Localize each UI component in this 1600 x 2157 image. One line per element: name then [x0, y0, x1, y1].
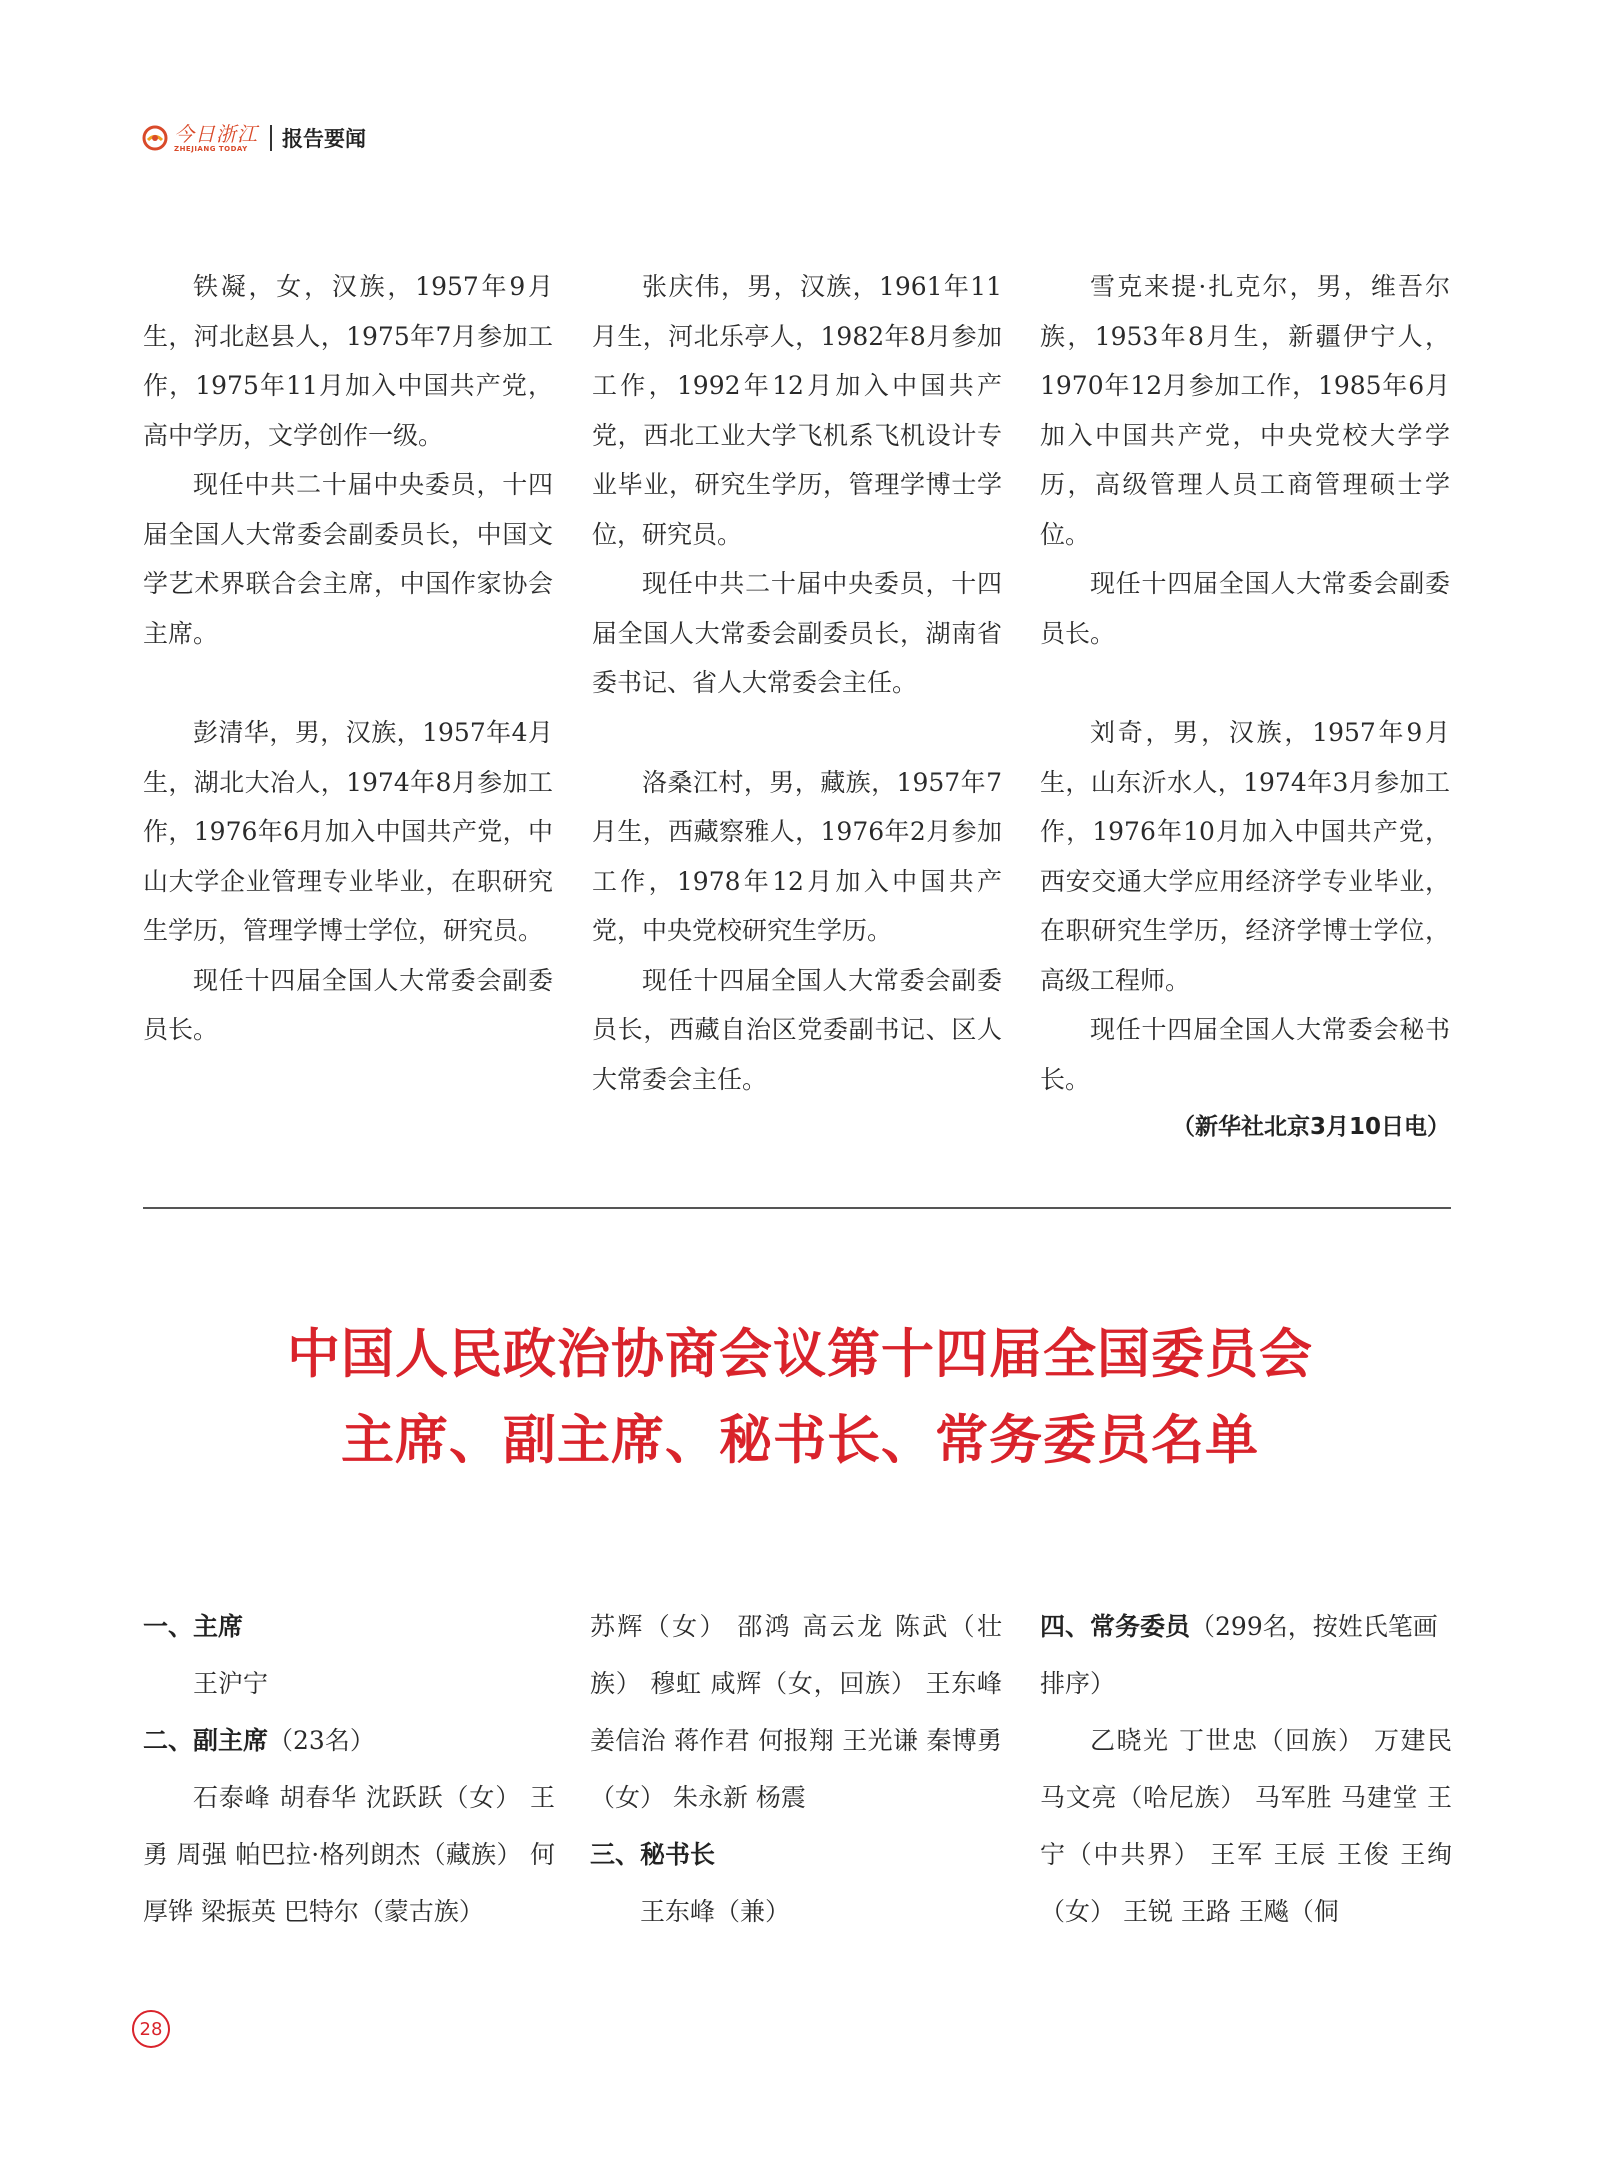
logo-chinese: 今日浙江	[174, 121, 258, 146]
bio-paragraph: 张庆伟，男，汉族，1961年11月生，河北乐亭人，1982年8月参加工作，1992年12月加入中国共产党，西北工业大学飞机系飞机设计专业毕业，研究生学历，管理学博士学位，研究员。	[592, 272, 1002, 549]
dateline: （新华社北京3月10日电）	[1171, 1114, 1450, 1140]
standing-committee-heading: 四、常务委员	[1040, 1612, 1191, 1641]
bio-paragraph: 现任中共二十届中央委员，十四届全国人大常委会副委员长，湖南省委书记、省人大常委会主任。	[592, 569, 1002, 697]
chair-heading: 一、主席	[143, 1612, 244, 1641]
page-header	[140, 118, 366, 158]
sun-logo-icon	[140, 123, 170, 153]
bio-column-2	[592, 262, 1002, 1104]
secretary-general-heading: 三、秘书长	[590, 1840, 716, 1869]
article-title-line-2: 主席、副主席、秘书长、常务委员名单	[341, 1410, 1259, 1471]
section-divider	[143, 1207, 1451, 1209]
vice-chair-names-continued: 苏辉（女） 邵鸿 高云龙 陈武（壮族） 穆虹 咸辉（女，回族） 王东峰 姜信治 蒋作君 何报翔 王光谦 秦博勇（女） 朱永新 杨震	[590, 1612, 1002, 1812]
vice-chair-count: （23名）	[268, 1726, 375, 1755]
vice-chair-heading: 二、副主席	[143, 1726, 269, 1755]
bio-column-1	[143, 262, 553, 1055]
list-column-2	[590, 1598, 1002, 1940]
bio-paragraph: 洛桑江村，男，藏族，1957年7月生，西藏察雅人，1976年2月参加工作，1978年12月加入中国共产党，中央党校研究生学历。	[592, 767, 1002, 945]
logo-english: ZHEJIANG TODAY	[174, 144, 248, 153]
standing-committee-note: （299名，按姓氏笔画排序）	[1040, 1612, 1438, 1698]
zhejiang-today-logo	[140, 123, 258, 153]
page-number: 28	[132, 2010, 170, 2048]
bio-paragraph: 刘奇，男，汉族，1957年9月生，山东沂水人，1974年3月参加工作，1976年10月加入中国共产党，西安交通大学应用经济学专业毕业，在职研究生学历，经济学博士学位，高级工程师。	[1040, 718, 1450, 995]
bio-paragraph: 现任十四届全国人大常委会副委员长，西藏自治区党委副书记、区人大常委会主任。	[592, 965, 1002, 1094]
standing-committee-names: 乙晓光 丁世忠（回族） 万建民 马文亮（哈尼族） 马军胜 马建堂 王宁（中共界） 王军 王辰 王俊 王绚（女） 王锐 王路 王飚（侗	[1040, 1726, 1452, 1926]
header-divider	[270, 125, 272, 151]
bio-paragraph: 铁凝，女，汉族，1957年9月生，河北赵县人，1975年7月参加工作，1975年11月加入中国共产党，高中学历，文学创作一级。	[143, 272, 553, 450]
section-label: 报告要闻	[282, 127, 366, 151]
bio-column-3	[1040, 262, 1450, 1104]
article-title-line-1: 中国人民政治协商会议第十四届全国委员会	[287, 1324, 1313, 1385]
chair-name: 王沪宁	[193, 1669, 269, 1698]
vice-chair-names: 石泰峰 胡春华 沈跃跃（女） 王勇 周强 帕巴拉·格列朗杰（藏族） 何厚铧 梁振英 巴特尔（蒙古族）	[143, 1783, 555, 1926]
bio-paragraph: 现任十四届全国人大常委会副委员长。	[143, 965, 553, 1044]
bio-paragraph: 彭清华，男，汉族，1957年4月生，湖北大冶人，1974年8月参加工作，1976年6月加入中国共产党，中山大学企业管理专业毕业，在职研究生学历，管理学博士学位，研究员。	[143, 718, 553, 945]
bio-paragraph: 现任十四届全国人大常委会副委员长。	[1040, 569, 1450, 648]
secretary-general-name: 王东峰（兼）	[640, 1897, 791, 1926]
bio-paragraph: 现任十四届全国人大常委会秘书长。	[1040, 1015, 1450, 1094]
bio-paragraph: 现任中共二十届中央委员，十四届全国人大常委会副委员长，中国文学艺术界联合会主席，中国作家协会主席。	[143, 470, 553, 648]
list-column-1	[143, 1598, 555, 1940]
list-column-3	[1040, 1598, 1452, 1940]
bio-paragraph: 雪克来提·扎克尔，男，维吾尔族，1953年8月生，新疆伊宁人，1970年12月参加工作，1985年6月加入中国共产党，中央党校大学学历，高级管理人员工商管理硕士学位。	[1040, 272, 1450, 549]
